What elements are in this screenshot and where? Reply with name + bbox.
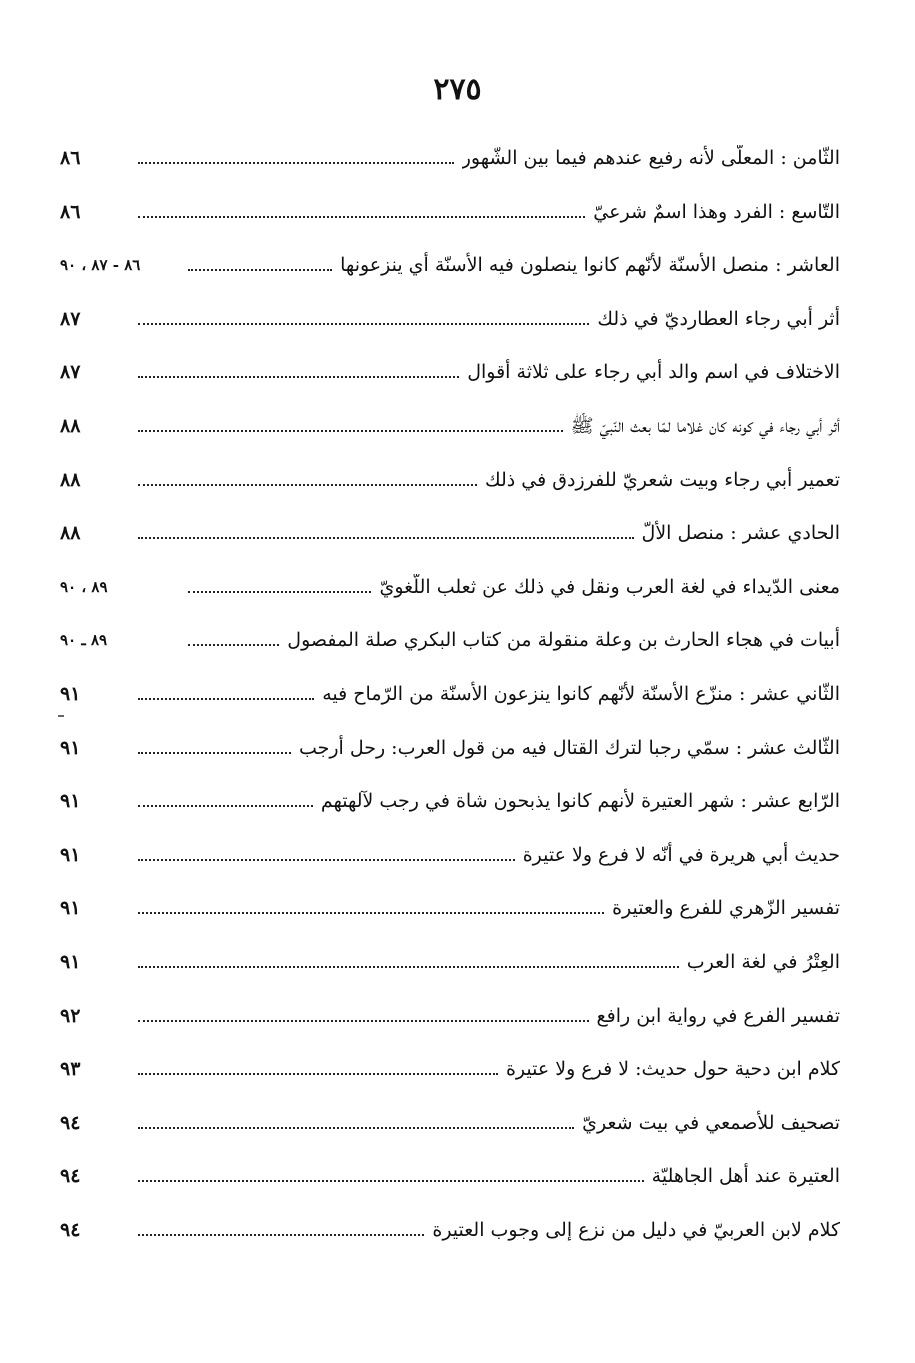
- dot-leader: [188, 591, 371, 593]
- toc-entry-title: الثّاني عشر : منزّع الأسنّة لأنّهم كانوا ينزعون الأسنّة من الرّماح فيه: [322, 682, 840, 705]
- toc-entry-title: أبيات في هجاء الحارث بن وعلة منقولة من كتاب البكري صلة المفصول: [287, 629, 840, 652]
- dot-leader: [138, 1127, 574, 1129]
- toc-entry-page: ٨٧: [60, 361, 81, 384]
- toc-entry-title: معنى الدّيداء في لغة العرب ونقل في ذلك عن ثعلب اللّغويّ: [379, 575, 840, 598]
- toc-entry-page: ٨٧: [60, 307, 81, 330]
- toc-entry-title: العتيرة عند أهل الجاهليّة: [651, 1165, 840, 1188]
- toc-entry-title: العِتْرُ في لغة العرب: [686, 950, 840, 973]
- dot-leader: [188, 644, 279, 646]
- dot-leader: [138, 859, 515, 861]
- dot-leader: [138, 216, 585, 218]
- toc-entry: [60, 520, 840, 574]
- toc-entry-page: ٨٩ ـ ٩٠: [60, 631, 108, 650]
- toc-entry-title: أثر أبي رجاء العطارديّ في ذلك: [597, 307, 840, 330]
- toc-entry-page: ٨٦: [60, 200, 81, 223]
- toc-entry: [60, 1056, 840, 1110]
- toc-entry: [60, 788, 840, 842]
- toc-entry-page: ٨٦: [60, 147, 81, 169]
- dot-leader: [138, 1180, 644, 1182]
- toc-entry-page: ٩١: [60, 682, 81, 705]
- toc-entry: [60, 681, 840, 735]
- toc-entry: [60, 842, 840, 896]
- toc-entry: [60, 627, 840, 681]
- toc-entry: [60, 306, 840, 360]
- toc-entry-title: حديث أبي هريرة في أنّه لا فرع ولا عتيرة: [522, 843, 840, 866]
- toc-entry-page: ٩١: [60, 736, 81, 759]
- dot-leader: [138, 966, 679, 968]
- toc-entry: [60, 413, 840, 467]
- toc-entry-title: كلام ابن دحية حول حديث: لا فرع ولا عتيرة: [505, 1058, 840, 1081]
- toc-entry-page: ٩٢: [60, 1004, 81, 1027]
- toc-entry-page: ٩١: [60, 897, 81, 920]
- toc-entry: [60, 1163, 840, 1217]
- toc-entry-title: تفسير الفرع في رواية ابن رافع: [596, 1004, 840, 1027]
- dot-leader: [138, 484, 477, 486]
- dot-leader: [138, 912, 604, 914]
- toc-entry-page: ٨٨: [60, 414, 81, 437]
- dot-leader: [138, 1073, 498, 1075]
- toc-entry-page: ٨٦ - ٨٧ ، ٩٠: [60, 256, 141, 275]
- dot-leader: [138, 1020, 589, 1022]
- dot-leader: [138, 698, 314, 700]
- dot-leader: [138, 430, 563, 432]
- toc-entry: [60, 1110, 840, 1164]
- toc-entry: [60, 1003, 840, 1057]
- dot-leader: [138, 537, 634, 539]
- toc-entry: [60, 359, 840, 413]
- dot-leader: [138, 1234, 424, 1236]
- toc-entry-title: الثّامن : المعلّى لأنه رفيع عندهم فيما بين الشّهور: [461, 147, 840, 169]
- margin-mark: [58, 715, 64, 717]
- toc-entry-title: التّاسع : الفرد وهذا اسمٌ شرعيّ: [593, 200, 840, 223]
- toc-entry-title: كلام لابن العربيّ في دليل من نزع إلى وجوب العتيرة: [432, 1218, 840, 1241]
- toc-entry-title: الحادي عشر : منصل الألّ: [641, 522, 840, 545]
- toc-entry: [60, 252, 840, 306]
- toc-entry-page: ٩٤: [60, 1165, 81, 1188]
- dot-leader: [138, 752, 291, 754]
- toc-entry-title: الرّابع عشر : شهر العتيرة لأنهم كانوا يذبحون شاة في رجب لآلهتهم: [320, 790, 840, 813]
- toc-entry-page: ٩١: [60, 790, 81, 813]
- toc-entry-title: تفسير الزّهري للفرع والعتيرة: [612, 897, 840, 920]
- dot-leader: [138, 805, 313, 807]
- page-number: ٢٧٥: [433, 72, 482, 107]
- toc-entry-page: ٨٨: [60, 468, 81, 491]
- toc-entry-title: الثّالث عشر : سمّي رجبا لترك القتال فيه من قول العرب: رحل أرجب: [298, 736, 840, 759]
- table-of-contents: [60, 145, 840, 1270]
- dot-leader: [138, 376, 459, 378]
- toc-entry-page: ٩١: [60, 950, 81, 973]
- toc-entry: [60, 735, 840, 789]
- toc-entry-page: ٨٩ ، ٩٠: [60, 577, 108, 596]
- toc-entry-title: تصحيف للأصمعي في بيت شعريّ: [582, 1111, 840, 1134]
- dot-leader: [188, 269, 332, 271]
- toc-entry-title: الاختلاف في اسم والد أبي رجاء على ثلاثة أقوال: [467, 361, 840, 384]
- toc-entry-page: ٩٣: [60, 1058, 81, 1081]
- toc-entry-page: ٩٤: [60, 1111, 81, 1134]
- dot-leader: [138, 162, 454, 164]
- toc-entry-page: ٨٨: [60, 522, 81, 545]
- toc-entry-page: ٩٤: [60, 1218, 81, 1241]
- toc-entry-title: أثر أبي رجاء في كونه كان غلاما لمّا بعث النّبيّ ﷺ: [570, 414, 840, 437]
- toc-entry: [60, 949, 840, 1003]
- toc-entry-title: تعمير أبي رجاء وبيت شعريّ للفرزدق في ذلك: [484, 468, 840, 491]
- toc-entry: [60, 574, 840, 628]
- toc-entry: [60, 1217, 840, 1271]
- toc-entry: [60, 145, 840, 199]
- toc-entry-title: العاشر : منصل الأسنّة لأنّهم كانوا ينصلون فيه الأسنّة أي ينزعونها: [340, 254, 840, 277]
- toc-entry: [60, 895, 840, 949]
- toc-entry-page: ٩١: [60, 843, 81, 866]
- toc-entry: [60, 199, 840, 253]
- dot-leader: [138, 323, 589, 325]
- toc-entry: [60, 467, 840, 521]
